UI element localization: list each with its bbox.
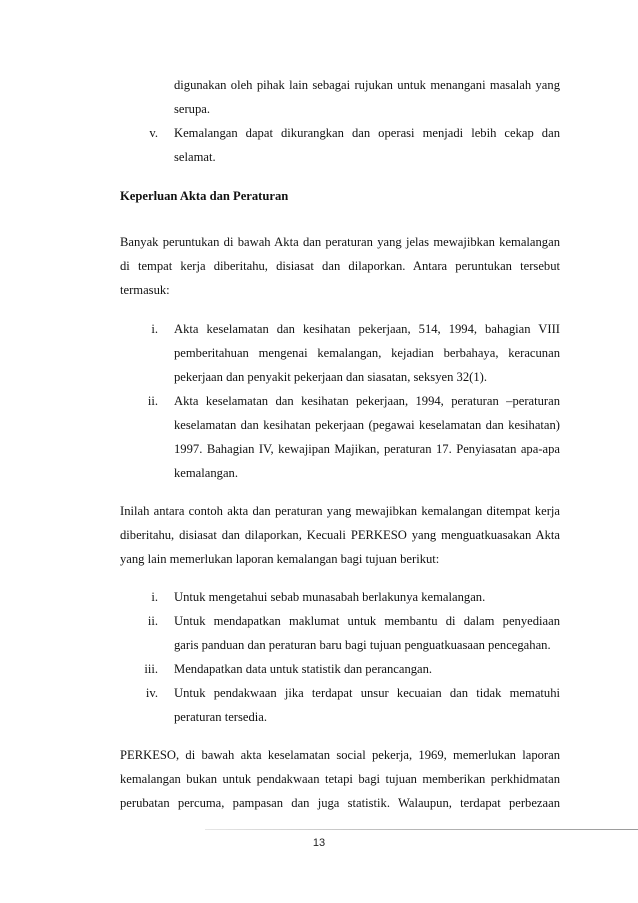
text-line: Mendapatkan data untuk statistik dan perancangan. [174,662,433,676]
section-heading: Keperluan Akta dan Peraturan [120,189,289,203]
list-number: ii. [147,394,158,408]
text-line: PERKESO, di bawah akta keselamatan social pekerja, 1969, memerlukan laporan [120,748,560,762]
list-number: i. [151,590,158,604]
footer-divider [205,829,638,830]
text-line: garis panduan dan peraturan baru bagi tujuan penguatkuasaan pencegahan. [174,638,551,652]
text-line: kemalangan bukan untuk pendakwaan tetapi bagi tujuan memberikan perkhidmatan [120,772,560,786]
text-line: serupa. [174,102,211,116]
text-line: Untuk pendakwaan jika terdapat unsur kecuaian dan tidak mematuhi [174,686,560,700]
text-line: Untuk mengetahui sebab munasabah berlakunya kemalangan. [174,590,486,604]
text-line: di tempat kerja diberitahu, disiasat dan dilaporkan. Antara peruntukan tersebut [120,259,560,273]
text-line: digunakan oleh pihak lain sebagai rujukan untuk menangani masalah yang [174,78,560,92]
text-line: peraturan tersedia. [174,710,268,724]
page-number: 13 [312,837,326,849]
text-line: diberitahu, disiasat dan dilaporkan, Kecuali PERKESO yang menguatkuasakan Akta [120,528,560,542]
text-line: Akta keselamatan dan kesihatan pekerjaan, 514, 1994, bahagian VIII [174,322,560,336]
text-line: Banyak peruntukan di bawah Akta dan peraturan yang jelas mewajibkan kemalangan [120,235,560,249]
text-line: kemalangan. [174,466,238,480]
text-line: Kemalangan dapat dikurangkan dan operasi menjadi lebih cekap dan [174,126,560,140]
text-line: pekerjaan dan penyakit pekerjaan dan siasatan, seksyen 32(1). [174,370,487,384]
text-line: pemberitahuan mengenai kemalangan, kejadian berbahaya, keracunan [174,346,560,360]
text-line: perubatan percuma, pampasan dan juga statistik. Walaupun, terdapat perbezaan [120,796,560,810]
text-line: Inilah antara contoh akta dan peraturan yang mewajibkan kemalangan ditempat kerja [120,504,560,518]
list-number: ii. [147,614,158,628]
text-line: 1997. Bahagian IV, kewajipan Majikan, peraturan 17. Penyiasatan apa-apa [174,442,560,456]
text-line: keselamatan dan kesihatan pekerjaan (pegawai keselamatan dan kesihatan) [174,418,560,432]
list-number: iii. [144,662,158,676]
text-line: termasuk: [120,283,170,297]
list-number: v. [149,126,158,140]
text-line: yang lain memerlukan laporan kemalangan bagi tujuan berikut: [120,552,440,566]
text-line: Untuk mendapatkan maklumat untuk membantu di dalam penyediaan [174,614,560,628]
list-number: i. [151,322,158,336]
list-number: iv. [145,686,158,700]
text-line: Akta keselamatan dan kesihatan pekerjaan, 1994, peraturan –peraturan [174,394,560,408]
text-line: selamat. [174,150,216,164]
